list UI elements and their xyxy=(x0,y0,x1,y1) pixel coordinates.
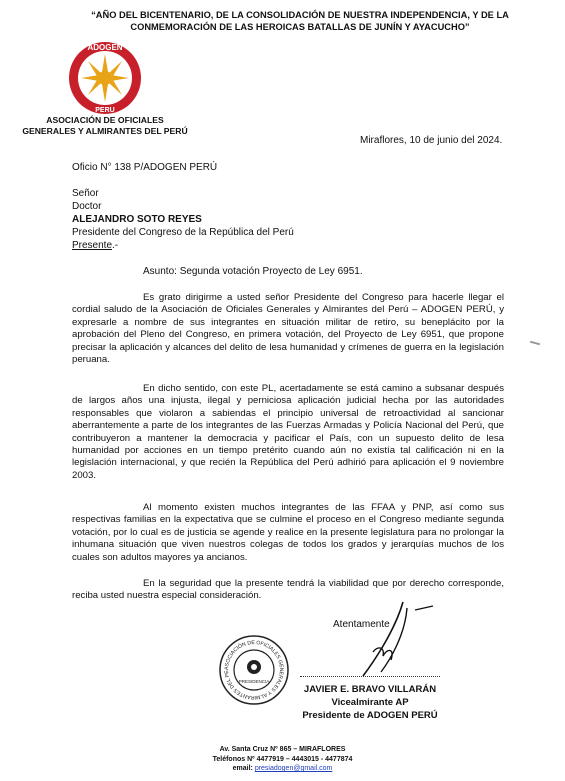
org-line-1: ASOCIACIÓN DE OFICIALES xyxy=(46,115,164,125)
seal-center-text: PRESIDENCIA xyxy=(238,679,270,684)
presente-text: Presente xyxy=(72,240,113,251)
recipient-block xyxy=(72,187,294,252)
signer-rank: Vicealmirante AP xyxy=(331,697,409,708)
body-paragraph-2: En dicho sentido, con este PL, acertadamente se está camino a subsanar después de largos años una injusta, ilegal y perniciosa aplicación judicial hecha por las autoridades responsables que violaron a sabiendas el principio universal de retroactividad al sancionar aberrantemente a parte de los integrantes de las Fuerzas Armadas y Policía Nacional del Perú, que contribuyeron a mantener la democracia y pacificar el País, con un supuesto delito de lesa humanidad por acciones en un tiempo pretérito cuando aún no existía tal calificación ni en la legislación internacional, y que recién la República del Perú adhirió para aplicación el 9 noviembre 2003. xyxy=(72,383,504,481)
footer-phones: Teléfonos Nº 4477919 – 4443015 - 4477874 xyxy=(212,755,353,763)
adogen-logo xyxy=(67,40,143,116)
margin-mark xyxy=(530,341,540,346)
signer-position: Presidente de ADOGEN PERÚ xyxy=(302,710,438,721)
footer-email-label: email: xyxy=(232,765,255,772)
presente-suffix: .- xyxy=(112,240,119,251)
logo-bottom-text: PERU xyxy=(95,107,115,114)
footer-contact xyxy=(140,745,425,774)
letter-date: Miraflores, 10 de junio del 2024. xyxy=(360,135,503,146)
presente-line xyxy=(72,239,294,252)
motto-line-2: CONMEMORACIÓN DE LAS HEROICAS BATALLAS DE JUNÍN Y AYACUCHO” xyxy=(130,22,470,32)
subject-line: Asunto: Segunda votación Proyecto de Ley 6951. xyxy=(143,266,363,277)
logo-top-text: ADOGEN xyxy=(87,43,123,52)
footer-address: Av. Santa Cruz Nº 865 – MIRAFLORES xyxy=(219,746,346,753)
body-paragraph-3: Al momento existen muchos integrantes de las FFAA y PNP, así como sus respectivas familias en la expectativa que se culmine el proceso en el Congreso mediante segunda votación, por lo cual es de justicia se agende y realice en la presente legislatura para no prolongar la inhumana situación que viven nuestros colegas de todos los grados y jerarquías muchos de los cuales son adultos mayores ya ancianos. xyxy=(72,502,504,563)
footer-email-line xyxy=(140,764,425,774)
closing: Atentamente xyxy=(333,619,390,630)
org-line-2: GENERALES Y ALMIRANTES DEL PERÚ xyxy=(22,126,188,136)
salutation-doctor: Doctor xyxy=(72,201,102,212)
organization-name xyxy=(0,115,210,137)
body-paragraph-4: En la seguridad que la presente tendrá la viabilidad que por derecho corresponde, reciba usted nuestra especial consideración. xyxy=(72,578,504,602)
signature-line xyxy=(300,676,440,677)
salutation-senor: Señor xyxy=(72,188,99,199)
oficio-number: Oficio N° 138 P/ADOGEN PERÚ xyxy=(72,162,218,173)
handwritten-signature xyxy=(315,590,445,680)
signer-name: JAVIER E. BRAVO VILLARÁN xyxy=(303,684,437,695)
footer-email-link[interactable]: presiadogen@gmail.com xyxy=(254,765,333,772)
signer-block xyxy=(280,683,460,722)
body-paragraph-1: Es grato dirigirme a usted señor Presidente del Congreso para hacerle llegar el cordial saludo de la Asociación de Oficiales Generales y Almirantes del Perú – ADOGEN PERÚ, y expresarle a nombre de sus integrantes en situación militar de retiro, su beneplácito por la aprobación del Pleno del Congreso, en primera votación, del Proyecto de Ley 6951, que propone precisar la aplicación y alcances del delito de lesa humanidad y crímenes de guerra en la legislación peruana. xyxy=(72,292,504,366)
recipient-title: Presidente del Congreso de la República del Perú xyxy=(72,227,294,238)
seal-ring-text: ASOCIACIÓN DE OFICIALES GENERALES Y ALMIRANTES DEL PE xyxy=(223,639,285,701)
year-motto xyxy=(90,9,510,33)
recipient-name: ALEJANDRO SOTO REYES xyxy=(72,214,202,225)
motto-line-1: “AÑO DEL BICENTENARIO, DE LA CONSOLIDACIÓN DE NUESTRA INDEPENDENCIA, Y DE LA xyxy=(91,10,509,20)
